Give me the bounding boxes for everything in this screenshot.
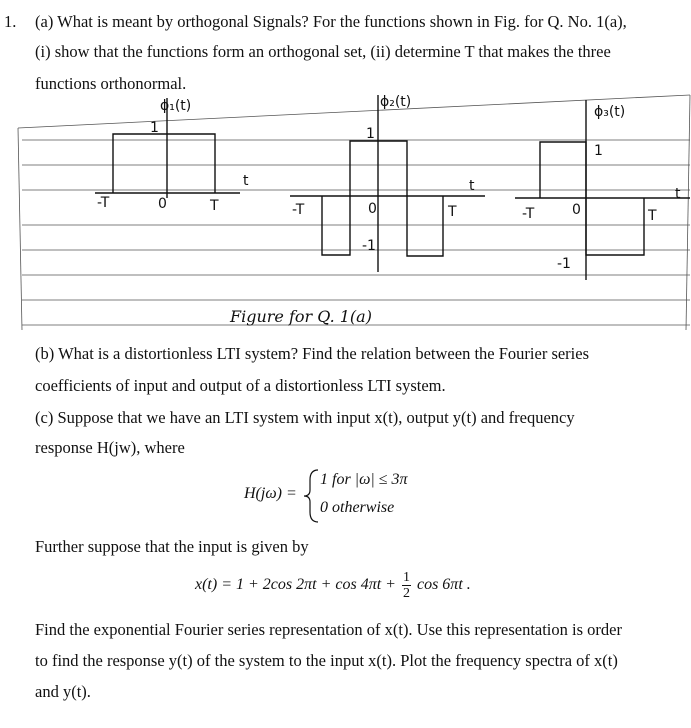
phi2-one-label: 1 [366,126,375,142]
x-frac-den: 2 [402,586,410,601]
phi2-minus-T-label: -T [292,202,305,218]
phi1-T-label: T [210,198,219,214]
phi1-t-axis-label: t [243,173,249,189]
phi1-minus-T-label: -T [97,195,110,211]
phi3-label: ϕ₃(t) [594,104,626,120]
x-eq-fraction [402,570,411,601]
question-number: 1. [4,12,17,31]
x-eq-right: cos 6πt . [416,576,471,594]
part-a-line-2: (i) show that the functions form an orthogonal set, (ii) determine T that makes the three [35,42,611,61]
further-text: Further suppose that the input is given by [35,537,309,556]
part-c-line-1: (c) Suppose that we have an LTI system with input x(t), output y(t) and frequency [35,408,575,427]
x-eq-left: x(t) = 1 + 2cos 2πt + cos 4πt + [195,576,396,594]
final-line-2: to find the response y(t) of the system to the input x(t). Plot the frequency spectra of x(t) [35,651,618,670]
phi3-T-label: T [648,208,657,224]
phi1-zero-label: 0 [158,196,167,212]
part-b-line-2: coefficients of input and output of a distortionless LTI system. [35,376,446,395]
phi1-label: ϕ₁(t) [160,98,192,114]
phi2-label: ϕ₂(t) [380,94,412,110]
phi2-t-axis-label: t [469,178,475,194]
h-case-2: 0 otherwise [320,499,395,516]
part-c-line-2: response H(jw), where [35,438,185,457]
phi3-t-axis-label: t [675,186,681,202]
x-frac-num: 1 [402,570,410,585]
final-line-3: and y(t). [35,682,91,701]
phi2-T-label: T [448,204,457,220]
phi3-one-label: 1 [594,143,603,159]
figure-caption: Figure for Q. 1(a) [230,307,372,326]
part-a-line-1: (a) What is meant by orthogonal Signals? For the functions shown in Fig. for Q. No. 1(a), [35,12,627,31]
final-line-1: Find the exponential Fourier series representation of x(t). Use this representation is order [35,620,622,639]
phi3-zero-label: 0 [572,202,581,218]
part-b-line-1: (b) What is a distortionless LTI system? Find the relation between the Fourier series [35,344,590,363]
h-lhs: H(jω) = [244,485,297,502]
phi3-minus-one-label: -1 [557,256,571,272]
h-case-1: 1 for |ω| ≤ 3π [320,471,408,488]
part-a-line-3: functions orthonormal. [35,74,187,93]
phi1-one-label: 1 [150,120,159,136]
phi3-minus-T-label: -T [522,206,535,222]
phi2-minus-one-label: -1 [362,238,376,254]
phi2-zero-label: 0 [368,201,377,217]
x-equation [195,570,471,601]
